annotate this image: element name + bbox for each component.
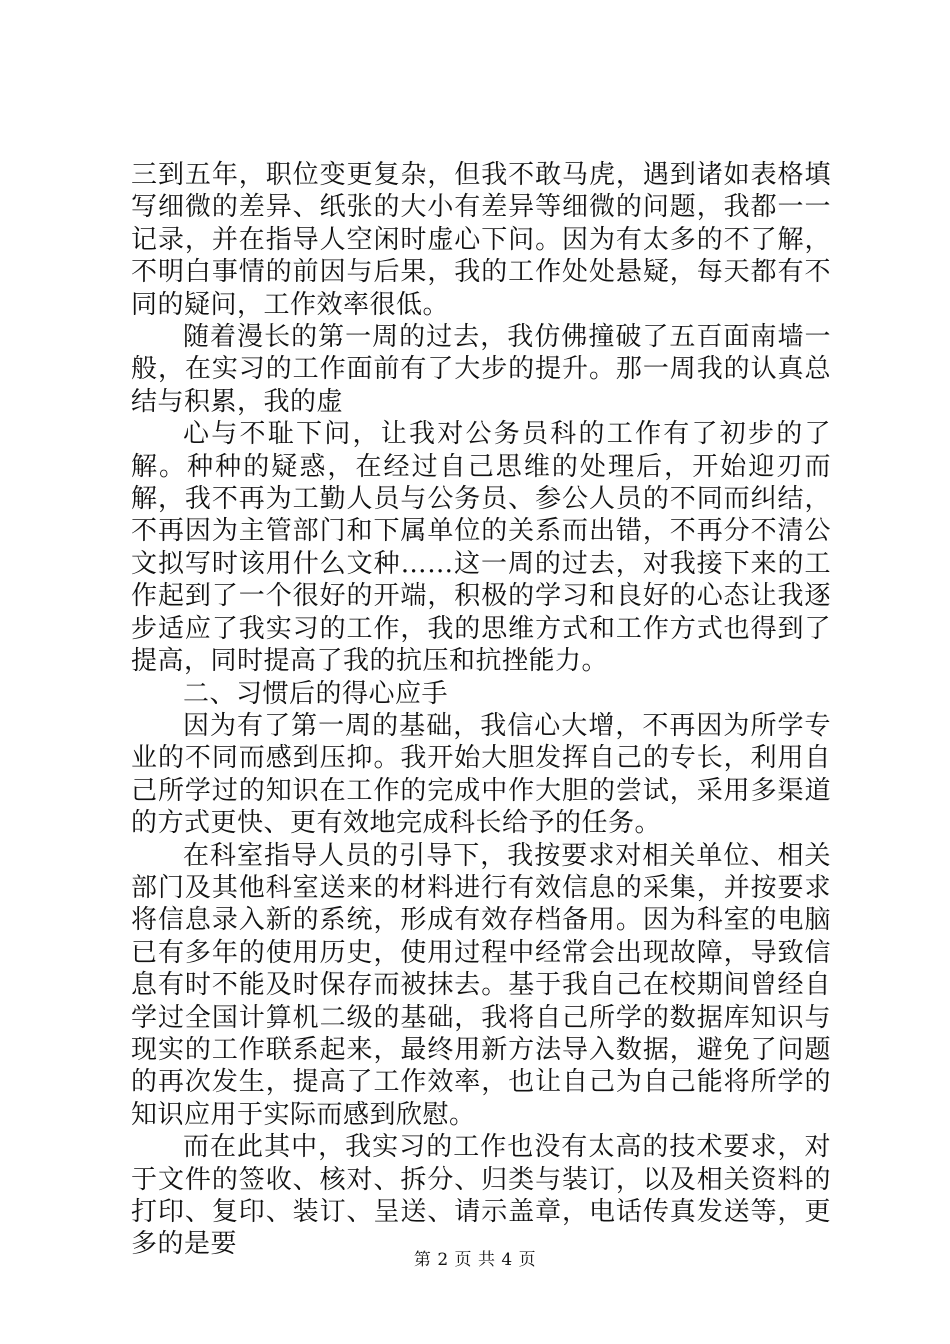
paragraph-1: 三到五年，职位变更复杂，但我不敢马虎，遇到诸如表格填写细微的差异、纸张的大小有差异等细微的问题，我都一一记录，并在指导人空闲时虚心下问。因为有太多的不了解，不明白事情的前因与后果，我的工作处处悬疑，每天都有不同的疑问，工作效率很低。 (131, 160, 831, 320)
page-number-footer: 第 2 页 共 4 页 (413, 1250, 537, 1270)
paragraph-5: 在科室指导人员的引导下，我按要求对相关单位、相关部门及其他科室送来的材料进行有效信息的采集，并按要求将信息录入新的系统，形成有效存档备用。因为科室的电脑已有多年的使用历史，使用过程中经常会出现故障，导致信息有时不能及时保存而被抹去。基于我自己在校期间曾经自学过全国计算机二级的基础，我将自己所学的数据库知识与现实的工作联系起来，最终用新方法导入数据，避免了问题的再次发生，提高了工作效率，也让自己为自己能将所学的知识应用于实际而感到欣慰。 (131, 840, 831, 1130)
document-body (131, 159, 831, 1261)
paragraph-6: 而在此其中，我实习的工作也没有太高的技术要求，对于文件的签收、核对、拆分、归类与装订，以及相关资料的打印、复印、装订、呈送、请示盖章，电话传真发送等，更多的是要 (131, 1132, 831, 1260)
paragraph-4: 因为有了第一周的基础，我信心大增，不再因为所学专业的不同而感到压抑。我开始大胆发挥自己的专长，利用自己所学过的知识在工作的完成中作大胆的尝试，采用多渠道的方式更快、更有效地完成科长给予的任务。 (131, 710, 831, 839)
section-heading: 二、习惯后的得心应手 (183, 678, 449, 709)
paragraph-2: 随着漫长的第一周的过去，我仿佛撞破了五百面南墙一般，在实习的工作面前有了大步的提升。那一周我的认真总结与积累，我的虚 (131, 322, 831, 417)
paragraph-3: 心与不耻下问，让我对公务员科的工作有了初步的了解。种种的疑惑，在经过自己思维的处理后，开始迎刃而解，我不再为工勤人员与公务员、参公人员的不同而纠结，不再因为主管部门和下属单位的关系而出错，不再分不清公文拟写时该用什么文种……这一周的过去，对我接下来的工作起到了一个很好的开端，积极的学习和良好的心态让我逐步适应了我实习的工作，我的思维方式和工作方式也得到了提高，同时提高了我的抗压和抗挫能力。 (131, 419, 831, 677)
